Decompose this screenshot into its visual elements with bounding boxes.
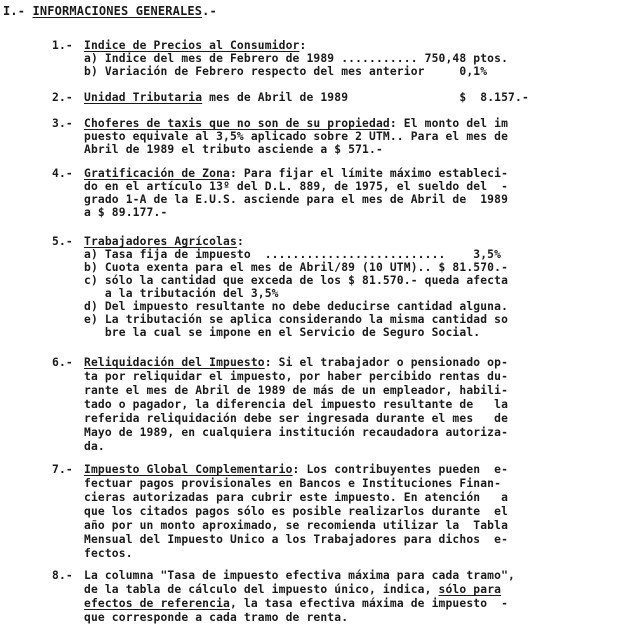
item-5-line-e2: bre la cual se impone en el Servicio de Seguro Social. (84, 326, 481, 339)
item-3-title: Choferes de taxis que no son de su propiedad (84, 117, 390, 130)
item-7-line-5: año por un monto aproximado, se recomienda utilizar la Tabla (84, 519, 509, 532)
item-5-line-c: c) sólo la cantidad que exceda de los $ 81.570.- queda afecta (84, 274, 509, 287)
item-8-line-1: La columna "Tasa de impuesto efectiva máxima para cada tramo", (84, 569, 515, 582)
item-8-number: 8.- (52, 569, 73, 582)
item-7-line-7: fectos. (84, 547, 133, 560)
item-8-line-4: que corresponde a cada tramo de renta. (84, 611, 349, 624)
item-8-line-2-text: de la tabla de cálculo del impuesto único, indica, (84, 583, 439, 596)
item-5-number: 5.- (52, 235, 73, 248)
item-8-line-2 (84, 583, 501, 597)
item-6-title: Reliquidación del Impuesto (84, 356, 265, 369)
item-5-title: Trabajadores Agrícolas (84, 235, 237, 248)
item-7-line-4: que los citados pagos sólo es posible realizarlos durante el (84, 505, 509, 518)
item-3-line-1 (84, 117, 508, 131)
item-4-number: 4.- (52, 167, 73, 180)
item-6-line-1 (84, 356, 508, 370)
item-8-line-3 (84, 597, 508, 611)
item-7-title: Impuesto Global Complementario (84, 463, 293, 476)
item-1-title-suffix: : (299, 39, 307, 52)
item-1-title: Indice de Precios al Consumidor (84, 39, 300, 52)
item-1-number: 1.- (52, 39, 73, 52)
item-6-line-2: ta por reliquidar el impuesto, por haber percibido rentas du- (84, 370, 509, 383)
item-5-title-suffix: : (236, 235, 244, 248)
item-4-line-3: grado 1-A de la E.U.S. asciende para el mes de Abril de 1989 (84, 193, 509, 206)
item-4-rest: : Para fijar el límite máximo estableci- (229, 167, 509, 180)
item-1-line-b: b) Variación de Febrero respecto del mes anterior 0,1% (84, 65, 488, 78)
item-6-line-3: rante el mes de Abril de 1989 de más de un empleador, habili- (84, 384, 509, 397)
item-3-line-3: Abril de 1989 el tributo asciende a $ 571.- (84, 143, 383, 156)
item-7-line-1 (84, 463, 508, 477)
item-2-title: Unidad Tributaria (84, 91, 203, 104)
item-2-rest: mes de Abril de 1989 $ 8.157.- (202, 91, 529, 104)
item-6-line-6: Mayo de 1989, en cualquiera institución recaudadora autoriza- (84, 426, 509, 439)
item-4-line-2: do en el artículo 13º del D.L. 889, de 1975, el sueldo del - (84, 180, 509, 193)
item-6-line-5: referida reliquidación debe ser ingresada durante el mes de (84, 412, 509, 425)
section-title-suffix: .- (202, 4, 217, 18)
item-1-line-a: a) Indice del mes de Febrero de 1989 ........... 750,48 ptos. (84, 52, 509, 65)
item-2-line (84, 91, 529, 105)
item-5-line-a: a) Tasa fija de impuesto .......................... 3,5% (84, 248, 502, 261)
section-heading (3, 5, 217, 19)
item-5-heading (84, 235, 244, 249)
item-7-line-2: fectuar pagos provisionales en Bancos e Instituciones Finan- (84, 477, 502, 490)
item-6-line-4: tado o pagador, la diferencia del impuesto resultante de la (84, 398, 509, 411)
item-7-line-3: cieras autorizadas para cubrir este impuesto. En atención a (84, 491, 509, 504)
item-5-line-e: e) La tributación se aplica considerando la misma cantidad so (84, 313, 509, 326)
item-8-underlined-1: sólo para (438, 583, 502, 596)
item-4-line-4: a $ 89.177.- (84, 206, 168, 219)
item-3-number: 3.- (52, 117, 73, 130)
section-number: I.- (3, 4, 26, 18)
item-8-underlined-2: efectos de referencia (84, 597, 230, 610)
item-5-line-d: d) Del impuesto resultante no debe deducirse cantidad alguna. (84, 300, 509, 313)
item-4-title: Gratificación de Zona (84, 167, 230, 180)
section-title: INFORMACIONES GENERALES (32, 4, 203, 18)
item-6-line-7: da. (84, 440, 105, 453)
item-1-heading (84, 39, 306, 53)
item-5-line-c2: a la tributación del 3,5% (84, 287, 279, 300)
item-7-line-6: Mensual del Impuesto Unico a los Trabajadores para dichos e- (84, 533, 509, 546)
item-7-rest: : Los contribuyentes pueden e- (292, 463, 509, 476)
item-5-line-b: b) Cuota exenta para el mes de Abril/89 (10 UTM).. $ 81.570.- (84, 261, 509, 274)
item-4-line-1 (84, 167, 508, 181)
item-7-number: 7.- (52, 463, 73, 476)
item-6-rest: : Si el trabajador o pensionado op- (264, 356, 509, 369)
item-3-line-2: puesto equivale al 3,5% aplicado sobre 2 UTM.. Para el mes de (84, 130, 509, 143)
item-6-number: 6.- (52, 356, 73, 369)
item-8-line-3-text: , la tasa efectiva máxima de impuesto - (229, 597, 509, 610)
item-2-number: 2.- (52, 91, 73, 104)
item-3-rest: : El monto del im (389, 117, 509, 130)
